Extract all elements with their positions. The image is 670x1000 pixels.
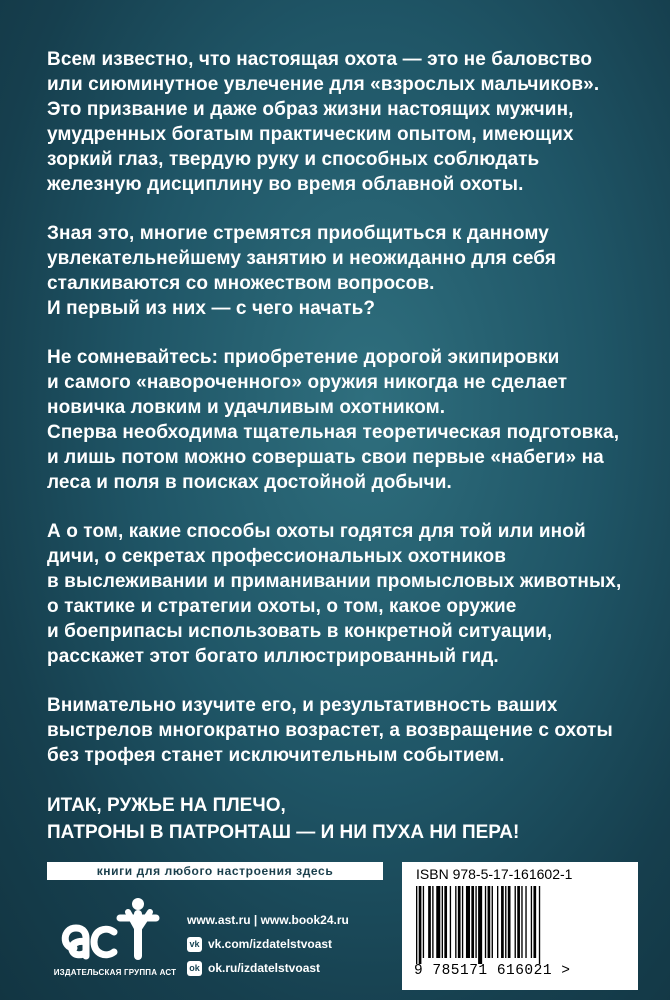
barcode-bar <box>485 886 486 958</box>
ok-icon: ok <box>187 961 202 976</box>
barcode-icon <box>416 886 624 964</box>
barcode-bar <box>539 886 540 964</box>
barcode-bar <box>505 886 506 958</box>
slogan: ИТАК, РУЖЬЕ НА ПЛЕЧО, ПАТРОНЫ В ПАТРОНТАШ — И НИ ПУХА НИ ПЕРА! <box>47 795 520 843</box>
barcode-bar <box>525 886 526 958</box>
vk-icon: vk <box>187 937 202 952</box>
barcode-bar <box>416 886 417 964</box>
barcode-bar <box>515 886 516 958</box>
barcode-bar <box>450 886 451 958</box>
barcode-bar <box>517 886 520 958</box>
blurb-paragraph-2: Зная это, многие стремятся приобщиться к данному увлекательнейшему занятию и неожиданно для себя сталкиваются со множеством вопросов. И первый из них — с чего начать? <box>47 223 557 319</box>
publisher-links <box>187 908 349 980</box>
blurb-paragraph-3: Не сомневайтесь: приобретение дорогой экипировки и самого «навороченного» оружия никогда не сделает новичка ловким и удачливым охотником. Сперва необходима тщательная теоретическая подготовка, и лишь потом можно совершать свои первые «набеги» на леса и поля в поисках достойной добычи. <box>47 347 620 493</box>
barcode-bar <box>466 886 470 958</box>
barcode-bar <box>432 886 433 958</box>
barcode-digits: 9 785171 616021 > <box>414 963 571 979</box>
barcode-bar <box>488 886 491 958</box>
barcode-bar <box>428 886 431 958</box>
barcode-bar <box>436 886 440 958</box>
barcode-bar <box>533 886 536 958</box>
back-cover-blurb <box>47 47 637 846</box>
barcode-bar <box>458 886 461 958</box>
blurb-paragraph-4: А о том, какие способы охоты годятся для той или иной дичи, о секретах профессиональных охотников в выслеживании и приманивании промысловых животных, о тактике и стратегии охоты, о том, какое оружие и боеприпасы использовать в конкретной ситуации, расскажет этот богато иллюстрированный гид. <box>47 521 622 667</box>
barcode-bar <box>423 886 424 958</box>
barcode-bar <box>508 886 511 958</box>
barcode-bar <box>521 886 522 958</box>
isbn-label: ISBN 978-5-17-161602-1 <box>416 866 573 882</box>
publisher-logo <box>56 890 166 970</box>
barcode-bar <box>492 886 493 958</box>
tagline-bar: книги для любого настроения здесь <box>47 862 383 880</box>
barcode-bar <box>419 886 422 964</box>
ast-logo-icon <box>56 890 166 970</box>
vk-link[interactable] <box>187 932 349 956</box>
barcode-bar <box>471 886 474 958</box>
barcode-bar <box>501 886 504 958</box>
sites-link[interactable]: www.ast.ru | www.book24.ru <box>187 913 349 927</box>
blurb-paragraph-5: Внимательно изучите его, и результативность ваших выстрелов многократно возрастет, а возвращение с охоты без трофея станет исключительным событием. <box>47 695 613 766</box>
ok-link-text: ok.ru/izdatelstvoast <box>208 961 321 975</box>
ok-link[interactable] <box>187 956 349 980</box>
barcode-bar <box>462 886 463 958</box>
barcode-bar <box>455 886 456 958</box>
barcode-bar <box>531 886 532 958</box>
barcode-bar <box>442 886 443 958</box>
barcode-bar <box>475 886 476 958</box>
barcode-bar <box>444 886 447 958</box>
vk-link-text: vk.com/izdatelstvoast <box>208 937 333 951</box>
barcode-bar <box>497 886 498 958</box>
isbn-barcode-box <box>402 862 638 990</box>
blurb-paragraph-1: Всем известно, что настоящая охота — это не баловство или сиюминутное увлечение для «взрослых мальчиков». Это призвание и даже образ жизни настоящих мужчин, умудренных богатым практическим опытом, имеющих зоркий глаз, твердую руку и способных соблюдать железную дисциплину во время облавной охоты. <box>47 49 600 195</box>
barcode-bar <box>478 886 482 964</box>
publisher-name: ИЗДАТЕЛЬСКАЯ ГРУППА АСТ <box>53 968 177 977</box>
